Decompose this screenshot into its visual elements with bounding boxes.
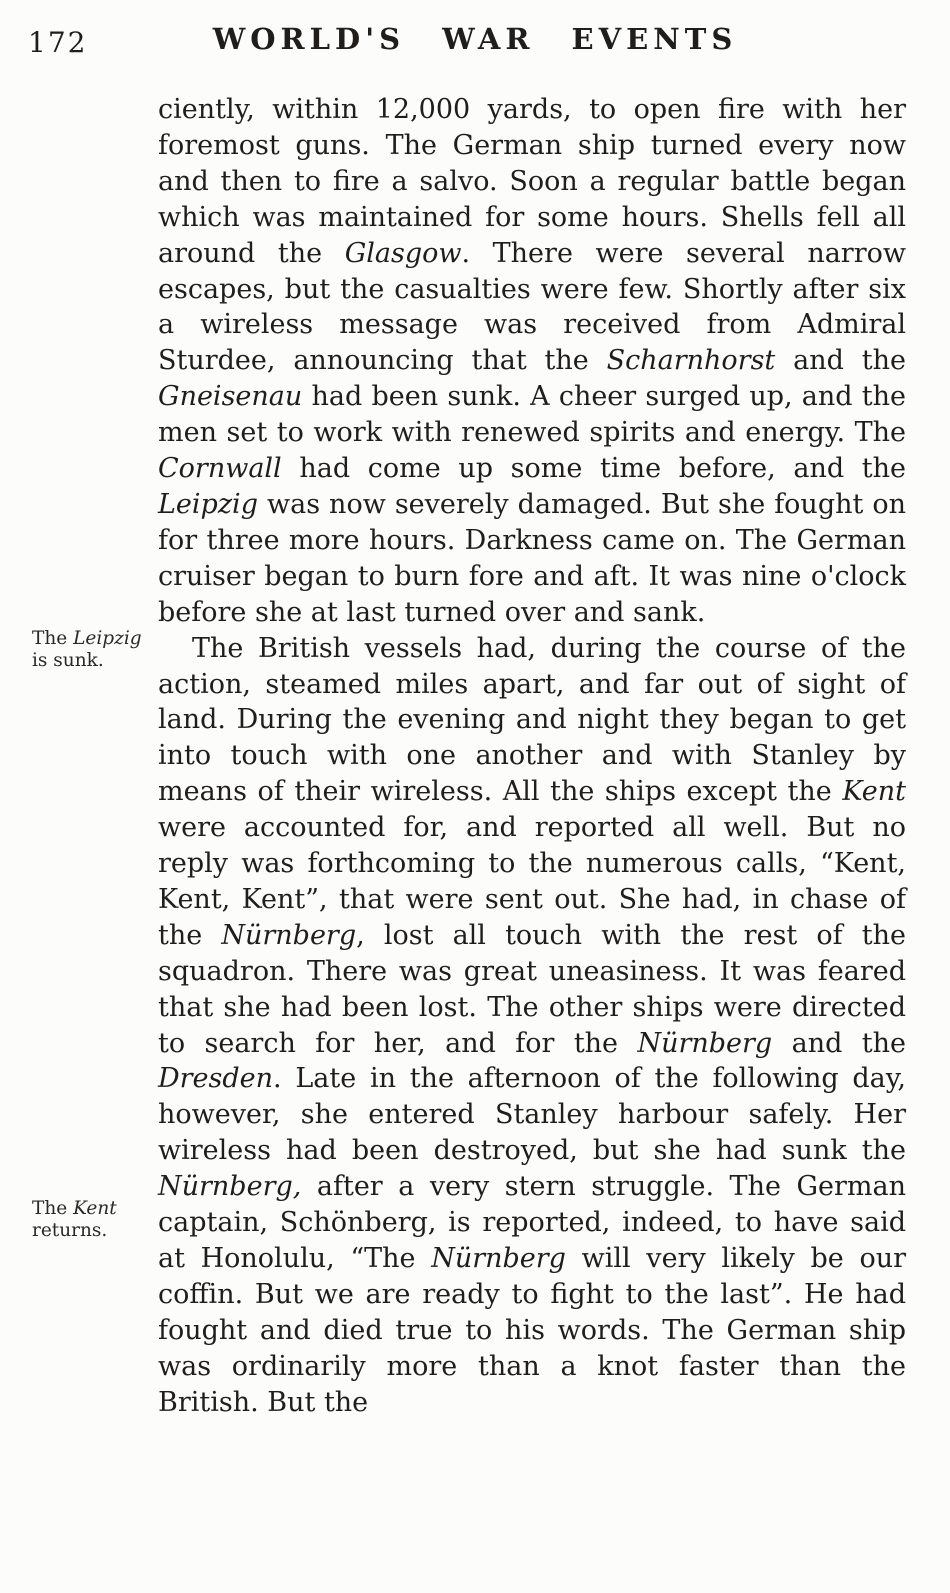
margin-note-leipzig-sunk: The Leipzig is sunk. [32, 628, 142, 671]
paragraph-battle-continues: ciently, within 12,000 yards, to open fire with her foremost guns. The German ship turned every now and then to fire a salvo. Soon a regular battle began which was maintained for some hours. Shells fell all around the Glasgow. There were several narrow escapes, but the casualties were few. Shortly after six a wireless message was received from Admiral Sturdee, announcing that the Scharnhorst and the Gneisenau had been sunk. A cheer surged up, and the men set to work with renewed spirits and energy. The Cornwall had come up some time before, and the Leipzig was now severely damaged. But she fought on for three more hours. Darkness came on. The German cruiser began to burn fore and aft. It was nine o'clock before she at last turned over and sank. [158, 94, 906, 628]
margin-note-kent-returns: The Kent returns. [32, 1198, 117, 1241]
page-header [0, 22, 950, 68]
paragraph-kent-returns: The British vessels had, during the course of the action, steamed miles apart, and far out of sight of land. During the evening and night they began to get into touch with one another and with Stanley by means of their wireless. All the ships except the Kent were accounted for, and reported all well. But no reply was forthcoming to the numerous calls, “Kent, Kent, Kent”, that were sent out. She had, in chase of the Nürnberg, lost all touch with the rest of the squadron. There was great uneasiness. It was feared that she had been lost. The other ships were directed to search for her, and for the Nürnberg and the Dresden. Late in the afternoon of the following day, however, she entered Stanley harbour safely. Her wireless had been destroyed, but she had sunk the Nürnberg, after a very stern struggle. The German captain, Schönberg, is reported, indeed, to have said at Honolulu, “The Nürnberg will very likely be our coffin. But we are ready to fight to the last”. He had fought and died true to his words. The German ship was ordinarily more than a knot faster than the British. But the [158, 632, 907, 1418]
page-number: 172 [28, 26, 88, 59]
text-column [158, 92, 906, 1421]
running-title: WORLD'S WAR EVENTS [212, 22, 738, 56]
